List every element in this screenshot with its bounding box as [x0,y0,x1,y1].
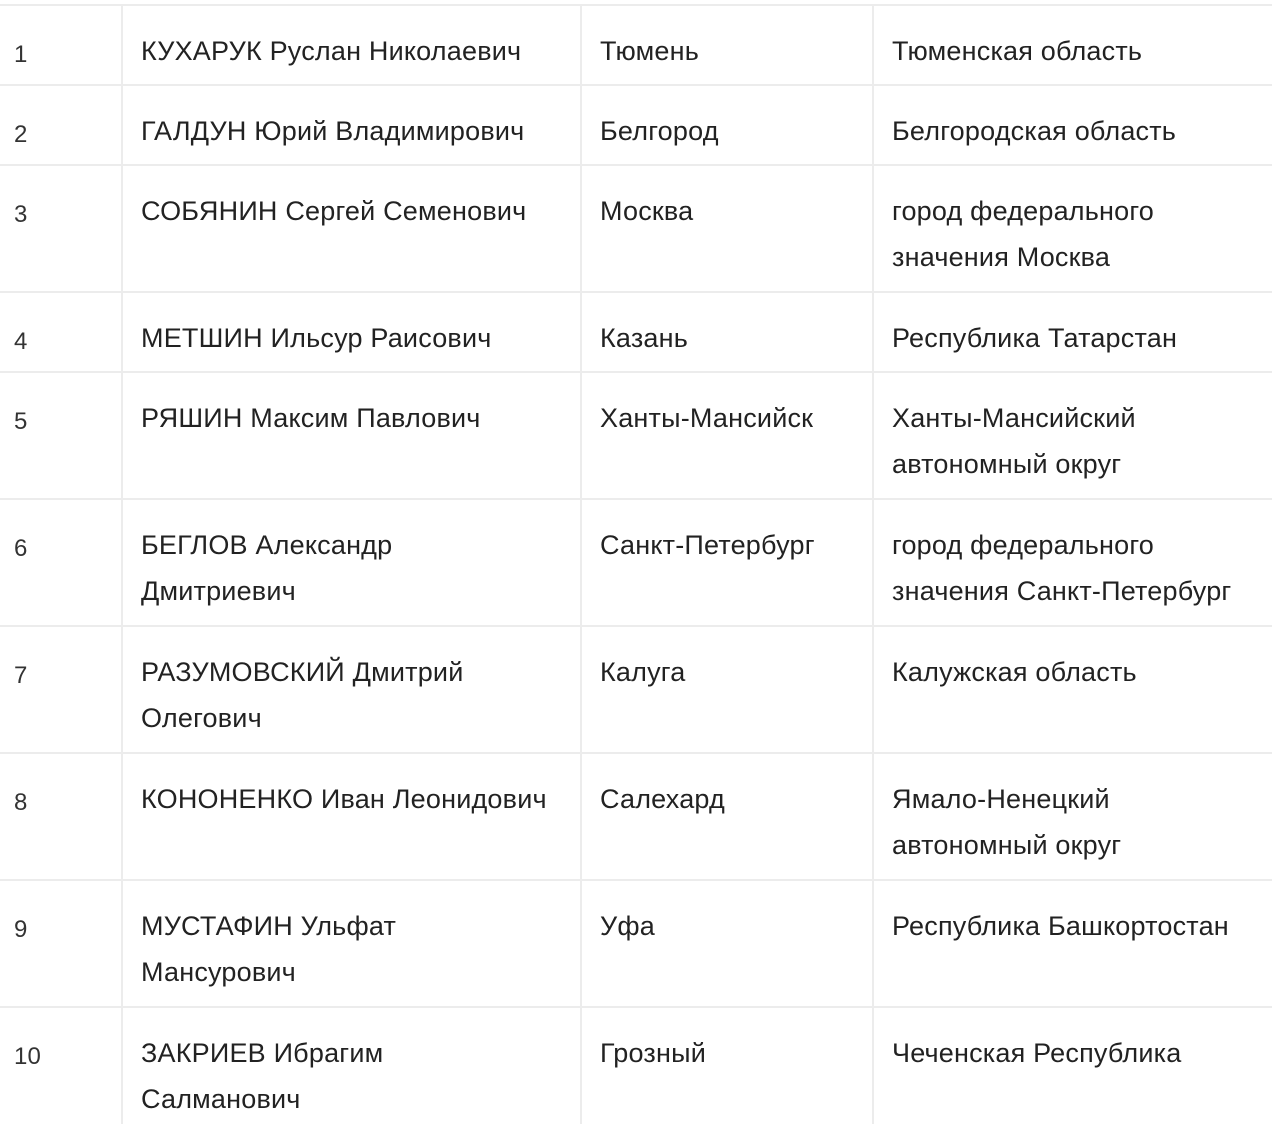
person-name [121,373,580,498]
row-number: 6 [14,535,28,562]
table-row [0,881,1272,1008]
region-name-line: Тюменская область [892,36,1143,66]
region-name [872,627,1272,752]
region-name-line: Республика Башкортостан [892,911,1229,941]
region-name-line: Ханты-Мансийский [892,403,1136,433]
region-name [872,293,1272,371]
city-name: Ханты-Мансийск [580,373,872,498]
table-row [0,166,1272,293]
officials-table [0,4,1272,1124]
region-name [872,6,1272,84]
table-row [0,86,1272,166]
city-name: Белгород [580,86,872,164]
table-row [0,293,1272,373]
row-number: 10 [14,1043,42,1070]
person-name [121,1008,580,1124]
region-name [872,754,1272,879]
row-number: 7 [14,662,28,689]
person-name [121,500,580,625]
region-name-line: город федерального [892,530,1155,560]
person-name-line: Мансурович [141,957,296,987]
table-row [0,500,1272,627]
person-name-line: КУХАРУК Руслан Николаевич [141,36,522,66]
person-name-line: РЯШИН Максим Павлович [141,403,481,433]
city-name: Грозный [580,1008,872,1124]
person-name [121,166,580,291]
person-name-line: КОНОНЕНКО Иван Леонидович [141,784,547,814]
person-name-line: РАЗУМОВСКИЙ Дмитрий [141,657,464,687]
table-row [0,754,1272,881]
person-name-line: ЗАКРИЕВ Ибрагим [141,1038,384,1068]
region-name-line: значения Москва [892,242,1111,272]
person-name-line: Олегович [141,703,262,733]
city-name: Москва [580,166,872,291]
region-name [872,500,1272,625]
person-name-line: СОБЯНИН Сергей Семенович [141,196,527,226]
region-name-line: Ямало-Ненецкий [892,784,1110,814]
person-name-line: Салманович [141,1084,301,1114]
person-name-line: МЕТШИН Ильсур Раисович [141,323,492,353]
person-name [121,754,580,879]
region-name-line: Чеченская Республика [892,1038,1182,1068]
person-name-line: Дмитриевич [141,576,296,606]
city-name: Санкт-Петербург [580,500,872,625]
region-name-line: автономный округ [892,449,1122,479]
row-number: 3 [14,201,28,228]
person-name [121,86,580,164]
person-name [121,6,580,84]
city-name: Салехард [580,754,872,879]
table-row [0,1008,1272,1124]
city-name: Уфа [580,881,872,1006]
city-name: Тюмень [580,6,872,84]
region-name-line: автономный округ [892,830,1122,860]
row-number: 5 [14,408,28,435]
region-name-line: Белгородская область [892,116,1177,146]
table-row [0,6,1272,86]
region-name-line: Калужская область [892,657,1137,687]
row-number: 1 [14,41,28,68]
region-name [872,166,1272,291]
row-number: 2 [14,121,28,148]
person-name [121,881,580,1006]
person-name-line: БЕГЛОВ Александр [141,530,393,560]
row-number: 4 [14,328,28,355]
region-name [872,373,1272,498]
region-name [872,1008,1272,1124]
city-name: Калуга [580,627,872,752]
person-name-line: ГАЛДУН Юрий Владимирович [141,116,525,146]
person-name-line: МУСТАФИН Ульфат [141,911,397,941]
person-name [121,293,580,371]
region-name-line: город федерального [892,196,1155,226]
row-number: 8 [14,789,28,816]
table-row [0,373,1272,500]
person-name [121,627,580,752]
row-number: 9 [14,916,28,943]
city-name: Казань [580,293,872,371]
region-name [872,881,1272,1006]
region-name-line: значения Санкт-Петербург [892,576,1232,606]
table-row [0,627,1272,754]
region-name [872,86,1272,164]
region-name-line: Республика Татарстан [892,323,1178,353]
